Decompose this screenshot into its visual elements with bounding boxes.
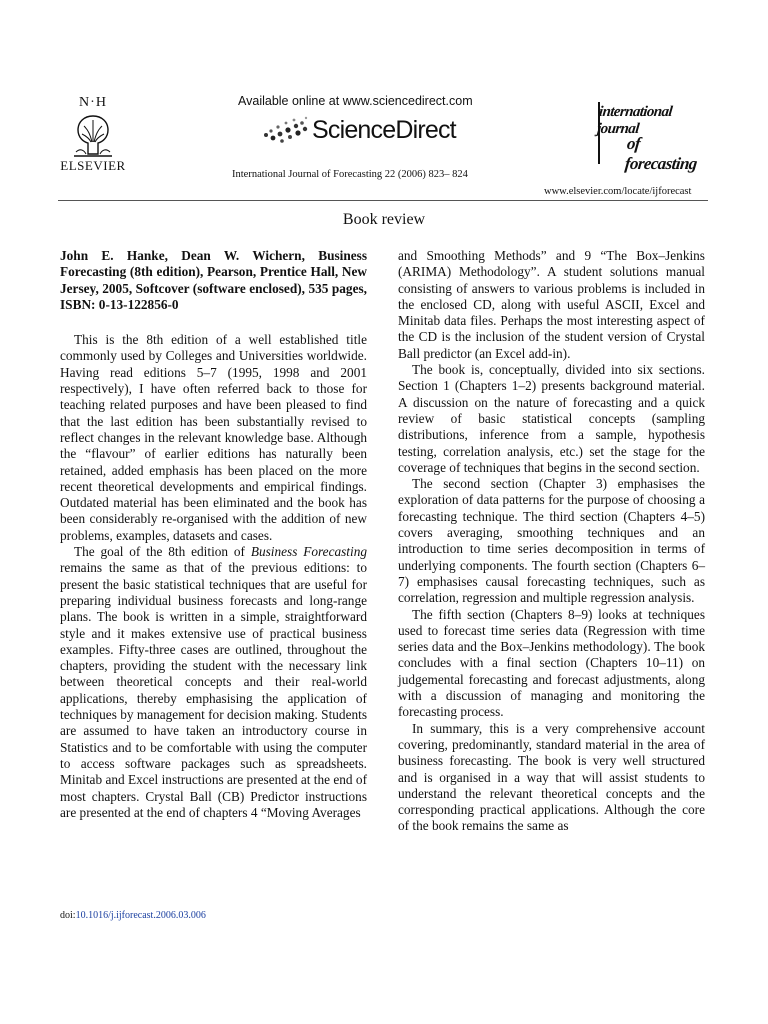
- left-column: [60, 248, 367, 821]
- paragraph: The fifth section (Chapters 8–9) looks at techniques used to forecast time series data (Regression with time series data and the Box–Jenkins methodology). The book concludes with a final section (Chapters 10–11) on judgemental forecasting and forecast adjustments, along with a discussion of managing and monitoring the forecasting process.: [398, 606, 705, 720]
- journal-logo-line2: of forecasting: [624, 134, 698, 173]
- paragraph: This is the 8th edition of a well established title commonly used by Colleges and Universities worldwide. Having read editions 5–7 (1995, 1998 and 2001 respectively), I have often referred back to those for teaching related purposes and have been pleased to find that the last edition has been substantially revised to reflect changes in the relevant knowledge base. Although the “flavour” of earlier editions has naturally been retained, added emphasis has been placed on the more recent theoretical developments and empirical findings. Outdated material has been eliminated and the book has been considerably re-organised with the addition of new problems, examples, datasets and cases.: [60, 332, 367, 543]
- paragraph: [60, 544, 367, 821]
- journal-url[interactable]: www.elsevier.com/locate/ijforecast: [544, 186, 692, 197]
- available-online-text: Available online at www.sciencedirect.com: [238, 94, 473, 108]
- right-column: [398, 248, 705, 835]
- paragraph: The second section (Chapter 3) emphasises the exploration of data patterns for the purpose of choosing a forecasting technique. The third section (Chapters 4–5) covers averaging, smoothing techniques and an introduction to time series decomposition in terms of underlying components. The fourth section (Chapters 6–7) emphasises causal forecasting techniques, such as correlation, regression and multiple regression analysis.: [398, 476, 705, 606]
- book-title-italic: Business Forecasting: [250, 544, 367, 560]
- paragraph-text: The goal of the 8th edition of: [74, 544, 251, 560]
- doi-line: [60, 910, 206, 921]
- sciencedirect-wordmark: ScienceDirect: [312, 115, 456, 144]
- elsevier-logo: [58, 96, 128, 180]
- elsevier-tree-icon: [70, 112, 116, 158]
- journal-logo-line1: international journal: [596, 104, 673, 137]
- paragraph: The book is, conceptually, divided into six sections. Section 1 (Chapters 1–2) presents background material. A discussion on the nature of forecasting and a quick review of basic statistical concepts (sampling distributions, inference from a sample, hypothesis testing, correlation analysis, etc.) set the stage for the coverage of techniques that begins in the second section.: [398, 362, 705, 475]
- publisher-mark: N·H: [79, 95, 107, 110]
- sciencedirect-logo: [262, 112, 456, 148]
- header-divider: [58, 200, 708, 201]
- sciencedirect-dots-icon: [262, 115, 310, 145]
- publisher-name: ELSEVIER: [60, 158, 126, 173]
- doi-link[interactable]: 10.1016/j.ijforecast.2006.03.006: [75, 910, 206, 921]
- paragraph-text: remains the same as that of the previous editions: to present the basic statistical techniques that are useful for preparing individual business forecasts and long-range plans. The book is written in a simple, straightforward style and it makes extensive use of practical business examples. Fifty-three cases are outlined, throughout the chapters, providing the student with the necessary link between theoretical concepts and their real-world applications, thereby emphasising the application of techniques by management for decision making. Students are assumed to have taken an introductory course in Statistics and to be comfortable with using the computer to access software packages such as spreadsheets. Minitab and Excel instructions are presented at the end of most chapters. Crystal Ball (CB) Predictor instructions are presented at the end of chapters 4 “Moving Averages: [60, 560, 367, 820]
- section-title: Book review: [342, 211, 426, 228]
- journal-logo: [596, 98, 708, 173]
- paragraph: and Smoothing Methods” and 9 “The Box–Jenkins (ARIMA) Methodology”. A student solutions manual consisting of answers to various problems is included in the enclosed CD, along with useful ASCII, Excel and Minitab data files. Perhaps the most interesting aspect of the CD is the inclusion of the student version of Crystal Ball predictor (an Excel add-in).: [398, 248, 705, 361]
- journal-citation: International Journal of Forecasting 22 (2006) 823– 824: [232, 169, 468, 180]
- doi-prefix: doi:: [60, 910, 76, 921]
- paragraph: In summary, this is a very comprehensive account covering, predominantly, standard material in the area of business forecasting. The book is very well structured and is organised in a way that will assist students to understand the relevant theoretical concepts and the corresponding practical applications. Although the core of the book remains the same as: [398, 720, 705, 834]
- book-citation: John E. Hanke, Dean W. Wichern, Business Forecasting (8th edition), Pearson, Prentice Hall, New Jersey, 2005, Softcover (software enclosed), 535 pages, ISBN: 0-13-122856-0: [60, 248, 367, 312]
